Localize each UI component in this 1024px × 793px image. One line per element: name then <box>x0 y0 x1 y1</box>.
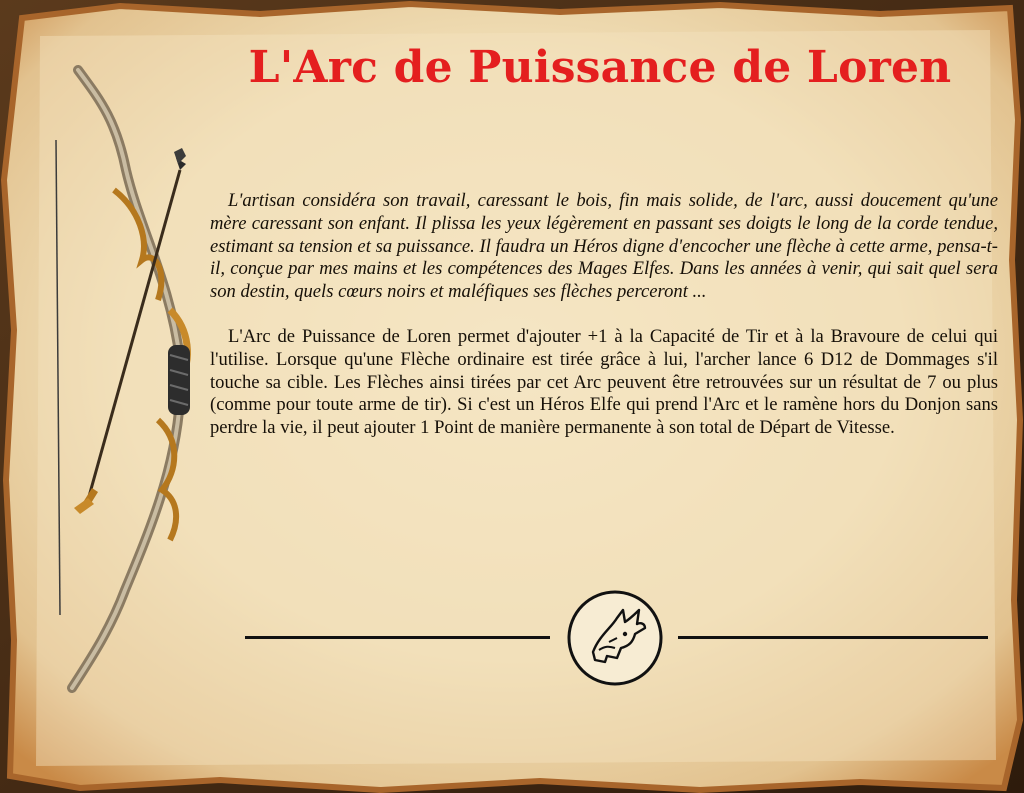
divider-left <box>245 636 550 639</box>
dragon-head-emblem-icon <box>565 588 665 688</box>
flavor-text-paragraph: L'artisan considéra son travail, caressant le bois, fin mais solide, de l'arc, aussi doucement qu'une mère caressant son enfant. Il plissa les yeux légèrement en passant ses doigts le long de la corde tendue, estimant sa tension et sa puissance. Il faudra un Héros digne d'encocher une flèche à cette arme, pensa-t-il, conçue par mes mains et les compétences des Mages Elfes. Dans les années à venir, qui sait quel sera son destin, quels cœurs noirs et maléfiques ses flèches perceront ... <box>210 190 998 303</box>
page-title: L'Arc de Puissance de Loren <box>248 42 952 93</box>
body-text <box>210 190 998 440</box>
rules-text-paragraph: L'Arc de Puissance de Loren permet d'ajouter +1 à la Capacité de Tir et à la Bravoure de celui qui l'utilise. Lorsque qu'une Flèche ordinaire est tirée grâce à lui, l'archer lance 6 D12 de Dommages s'il touche sa cible. Les Flèches ainsi tirées par cet Arc peuvent être retrouvées sur un résultat de 7 ou plus (comme pour toute arme de tir). Si c'est un Héros Elfe qui prend l'Arc et le ramène hors du Donjon sans perdre la vie, il peut ajouter 1 Point de manière permanente à son total de Départ de Vitesse. <box>210 325 998 439</box>
divider-right <box>678 636 988 639</box>
elven-bow-illustration <box>30 60 220 700</box>
